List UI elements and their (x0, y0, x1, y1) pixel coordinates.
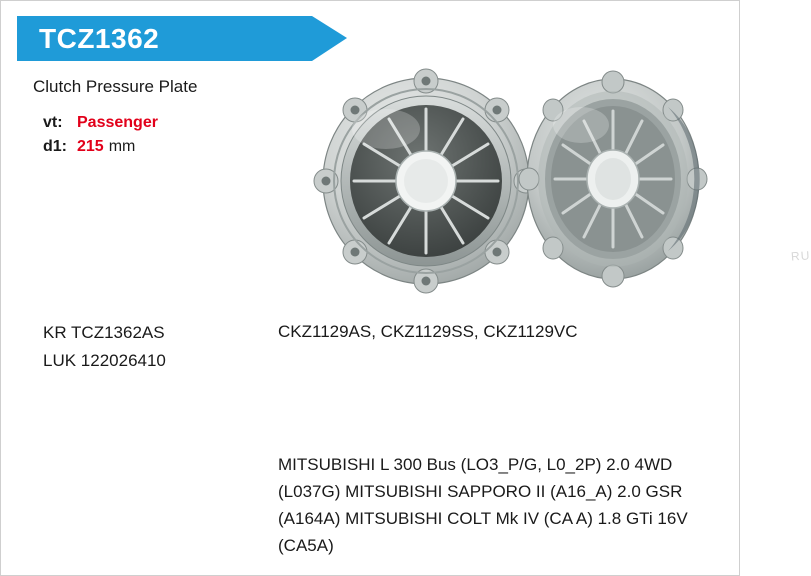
spec-key: d1: (43, 138, 67, 155)
spec-row (43, 138, 273, 156)
product-name: Clutch Pressure Plate (33, 77, 198, 96)
page-title: TCZ1362 (39, 23, 160, 54)
spec-unit: mm (108, 138, 136, 155)
spec-row (43, 114, 273, 132)
spec-key: vt: (43, 114, 63, 131)
vehicle-application-list: MITSUBISHI L 300 Bus (LO3_P/G, L0_2P) 2.0 4WD (L037G) MITSUBISHI SAPPORO II (A16_A) 2.0 GSR (A164A) MITSUBISHI COLT Mk IV (CA A) 1.8 GTi 16V (CA5A) (278, 455, 688, 555)
spec-list (43, 114, 273, 162)
oe-number: KR TCZ1362AS (43, 323, 165, 342)
spec-value: Passenger (77, 114, 158, 131)
oe-number-list (43, 319, 166, 375)
header-banner (17, 16, 347, 61)
watermark-text: RU (790, 248, 811, 264)
clutch-pressure-plate-illustration (321, 71, 721, 291)
cross-reference-list: CKZ1129AS, CKZ1129SS, CKZ1129VC (278, 322, 578, 341)
product-photo (321, 71, 811, 291)
oe-number: LUK 122026410 (43, 351, 166, 370)
spec-value: 215 (77, 138, 104, 155)
